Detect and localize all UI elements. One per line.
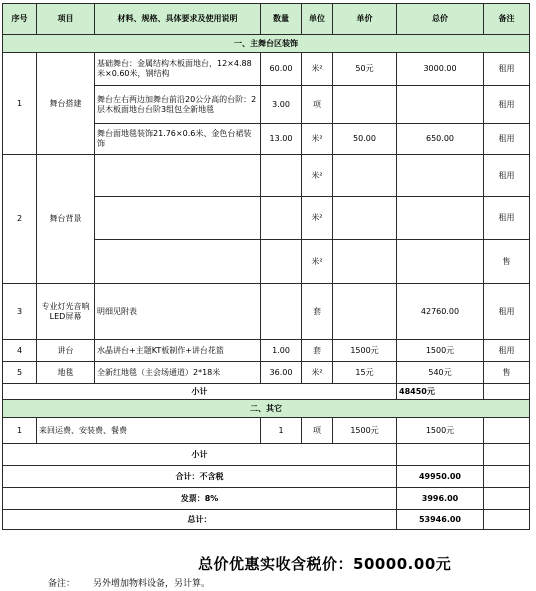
cell-unit: 米² [302, 53, 333, 86]
cell-seq: 3 [3, 284, 37, 340]
cell-price: 1500元 [333, 340, 397, 362]
cell-desc: 舞台面地毯装饰21.76×0.6米、金色台裙装饰 [95, 124, 261, 155]
cell-seq: 1 [3, 418, 37, 444]
cell-remark: 租用 [484, 284, 530, 340]
section-title: 一、主舞台区装饰 [3, 35, 530, 53]
invoice-row [3, 488, 530, 510]
cell-seq: 2 [3, 155, 37, 284]
cell-item: 地毯 [37, 362, 95, 384]
cell-unit: 项 [302, 86, 333, 124]
cell-unit: 米² [302, 155, 333, 197]
cell-seq: 1 [3, 53, 37, 155]
sum-notax-label: 合计：不含税 [3, 466, 397, 488]
quote-table [2, 3, 530, 530]
cell-desc: 基础舞台：金属结构木板面地台，12×4.88米×0.60米，钢结构 [95, 53, 261, 86]
note-label: 备注： [48, 579, 76, 589]
header-qty: 数量 [261, 4, 302, 35]
grand-total-label: 总计： [3, 510, 397, 530]
header-row [3, 4, 530, 35]
cell-remark: 售 [484, 362, 530, 384]
empty-cell [484, 488, 530, 510]
cell-total: 1500元 [397, 340, 484, 362]
cell-unit: 米² [302, 197, 333, 240]
grand-total-row [3, 510, 530, 530]
cell-remark: 售 [484, 240, 530, 284]
cell-qty: 1 [261, 418, 302, 444]
cell-item: 讲台 [37, 340, 95, 362]
cell-price: 1500元 [333, 418, 397, 444]
footer-note [48, 576, 210, 589]
cell-qty: 60.00 [261, 53, 302, 86]
sum-notax-value: 49950.00 [397, 466, 484, 488]
cell-qty: 36.00 [261, 362, 302, 384]
cell-price: 50元 [333, 53, 397, 86]
cell-unit: 米² [302, 124, 333, 155]
cell-remark: 租用 [484, 155, 530, 197]
cell-item: 专业灯光音响 LED屏幕 [37, 284, 95, 340]
cell-total [397, 197, 484, 240]
invoice-value: 3996.00 [397, 488, 484, 510]
subtotal-row [3, 444, 530, 466]
cell-price [333, 155, 397, 197]
cell-remark: 租用 [484, 53, 530, 86]
cell-unit: 项 [302, 418, 333, 444]
cell-unit: 套 [302, 284, 333, 340]
subtotal-value: 48450元 [397, 384, 484, 400]
cell-qty: 3.00 [261, 86, 302, 124]
cell-qty [261, 240, 302, 284]
cell-qty: 13.00 [261, 124, 302, 155]
cell-total [397, 155, 484, 197]
header-remark: 备注 [484, 4, 530, 35]
cell-desc [95, 240, 261, 284]
cell-price [333, 284, 397, 340]
cell-item: 舞台背景 [37, 155, 95, 284]
cell-qty [261, 155, 302, 197]
empty-cell [484, 466, 530, 488]
final-price-text: 总价优惠实收含税价：50000.00元 [198, 555, 452, 573]
header-unit: 单位 [302, 4, 333, 35]
note-value: 另外增加物料设备，另计算。 [93, 579, 211, 589]
cell-desc: 舞台左右两边加舞台前沿20公分高的台阶：2层木板面地台台阶3组包全新地毯 [95, 86, 261, 124]
cell-qty [261, 197, 302, 240]
cell-total: 540元 [397, 362, 484, 384]
cell-desc: 全新红地毯（主会场通道）2*18米 [95, 362, 261, 384]
subtotal-label: 小计 [3, 384, 397, 400]
cell-desc: 明细见附表 [95, 284, 261, 340]
cell-remark: 租用 [484, 86, 530, 124]
section-row [3, 35, 530, 53]
cell-unit: 米² [302, 362, 333, 384]
table-row [3, 284, 530, 340]
header-desc: 材料、规格、具体要求及使用说明 [95, 4, 261, 35]
header-total: 总价 [397, 4, 484, 35]
cell-price: 15元 [333, 362, 397, 384]
cell-price: 50.00 [333, 124, 397, 155]
cell-desc [95, 155, 261, 197]
cell-unit: 米² [302, 240, 333, 284]
cell-desc [95, 197, 261, 240]
cell-desc: 水晶讲台+主题KT板制作+讲台花篮 [95, 340, 261, 362]
cell-remark: 租用 [484, 124, 530, 155]
cell-remark [484, 418, 530, 444]
section-title: 二、其它 [3, 400, 530, 418]
cell-total [397, 86, 484, 124]
table-row [3, 53, 530, 86]
cell-total: 42760.00 [397, 284, 484, 340]
cell-price [333, 86, 397, 124]
cell-item: 舞台搭建 [37, 53, 95, 155]
header-seq: 序号 [3, 4, 37, 35]
header-price: 单价 [333, 4, 397, 35]
subtotal-label: 小计 [3, 444, 397, 466]
empty-cell [484, 510, 530, 530]
cell-qty: 1.00 [261, 340, 302, 362]
cell-qty [261, 284, 302, 340]
table-row [3, 155, 530, 197]
subtotal-row [3, 384, 530, 400]
cell-remark: 租用 [484, 340, 530, 362]
section-row [3, 400, 530, 418]
table-row [3, 418, 530, 444]
cell-total: 650.00 [397, 124, 484, 155]
cell-total: 1500元 [397, 418, 484, 444]
cell-item: 来回运费、安装费、餐费 [37, 418, 261, 444]
cell-seq: 4 [3, 340, 37, 362]
cell-total: 3000.00 [397, 53, 484, 86]
invoice-label: 发票：8% [3, 488, 397, 510]
sum-notax-row [3, 466, 530, 488]
cell-price [333, 197, 397, 240]
table-row [3, 340, 530, 362]
subtotal-value [397, 444, 484, 466]
empty-cell [484, 384, 530, 400]
header-item: 项目 [37, 4, 95, 35]
table-row [3, 362, 530, 384]
cell-remark: 租用 [484, 197, 530, 240]
grand-total-value: 53946.00 [397, 510, 484, 530]
cell-price [333, 240, 397, 284]
empty-cell [484, 444, 530, 466]
cell-total [397, 240, 484, 284]
cell-seq: 5 [3, 362, 37, 384]
cell-unit: 套 [302, 340, 333, 362]
